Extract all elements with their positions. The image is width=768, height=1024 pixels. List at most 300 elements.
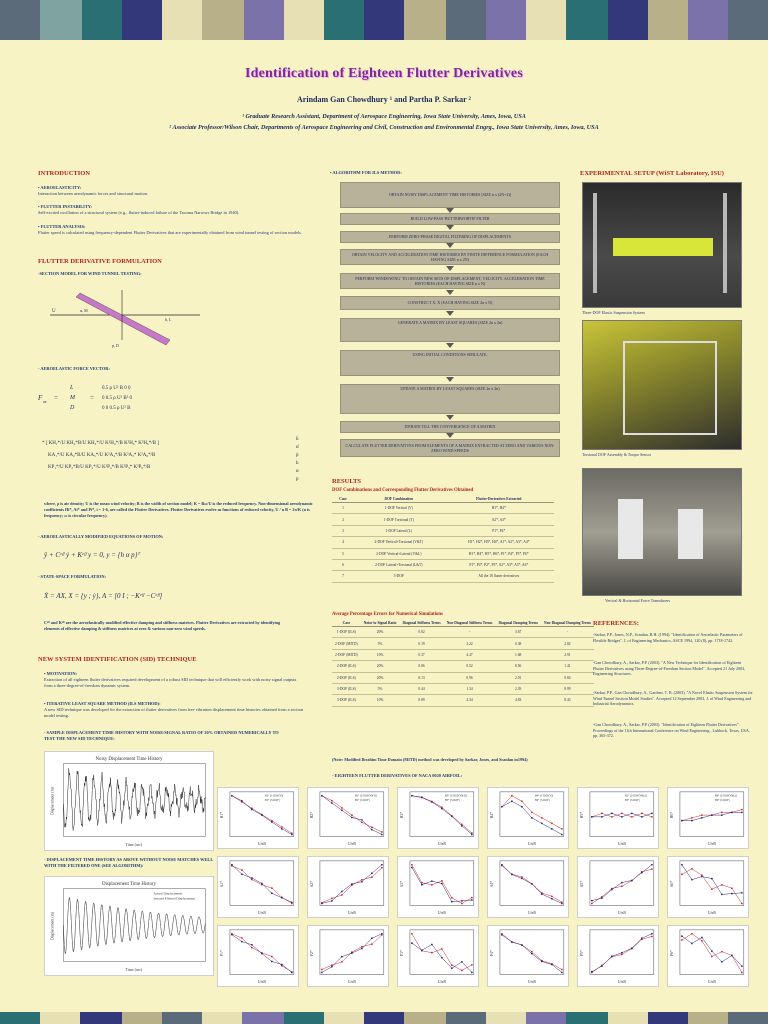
plot-svg [308, 926, 388, 986]
error-table-cell: 10% [361, 695, 400, 706]
error-table-cell: 9.84 [541, 672, 594, 683]
svg-text:D: D [70, 405, 75, 411]
dof-table-cell: 7 [332, 571, 354, 582]
error-table-cell: 0.96 [444, 672, 496, 683]
legend-entry: H5* (2-DOF(V&L)) [624, 794, 647, 798]
plot-ylabel: A3* [400, 880, 405, 888]
error-table-header-cell: Non-Diagonal Damping Terms [541, 620, 594, 627]
error-table-row [332, 661, 594, 672]
dof-table-cell: 2-DOF Vertical+Torsional (V&T) [354, 537, 444, 548]
algo-step-text: OBTAIN NOISY DISPLACEMENT TIME HISTORIES [SIZE n x (2N+2)] [388, 192, 512, 198]
series-line [502, 934, 562, 970]
table2-note: (Note: Modified Ibrahim Time Domain (MITD) method was developed by Sarkar, Jones, and Scanlan in1994) [332, 757, 528, 762]
series-line [682, 869, 742, 904]
flutter-derivative-plot [307, 856, 389, 918]
error-table-cell: 4.47 [444, 649, 496, 660]
svg-text:0 0 0.5: 0 0 0.5 ρ U² B [102, 406, 131, 411]
series-line [592, 936, 652, 972]
plot-svg [488, 926, 568, 986]
flutter-derivative-plot [307, 925, 389, 987]
svg-text:ae: ae [43, 399, 47, 404]
error-table-cell: 2.34 [444, 695, 496, 706]
flutter-derivative-plot [487, 856, 569, 918]
error-table-cell: 1.68 [495, 649, 540, 660]
series-line [412, 796, 472, 833]
svg-text:M: M [70, 395, 75, 401]
filtered-time-history-chart [44, 876, 214, 976]
arrow-icon [446, 415, 454, 420]
plot-svg [488, 857, 568, 917]
bottom-color-band [0, 1012, 768, 1024]
eom-equation: ÿ + Cᵉᶠᶠ ẏ + Kᵉᶠᶠ y = 0, y = {h α p}ᵀ [44, 551, 141, 559]
algo-step-text: UPDATE A MATRIX BY LEAST SQUARES (SIZE 2n x 2n) [400, 386, 500, 391]
plot-frame [410, 930, 474, 975]
ck-text: Cᵉᶠᶠ and Kᵉᶠᶠ are the aeroelastically modified effective damping and stiffness matrices. Flutter Derivatives are extracted by identifying elements of effective damping & stiffness matrices at zero & various non-zero wind speeds. [44, 620, 281, 632]
error-table-header-cell: Diagonal Damping Terms [495, 620, 540, 627]
svg-text:* [ KH₁*/U KH₂*B/U KH₅*/U: * [ KH₁*/U KH₂*B/U KH₅*/U K²H₄*/B K²H₃* K²H₆*/B ] [42, 441, 159, 446]
intro-text: Flutter speed is calculated using frequency-dependent Flutter Derivatives that are experimentally obtained from wind tunnel testing of section models. [38, 229, 302, 235]
filtered-time-history-svg [45, 877, 213, 975]
svg-text:KP₁*/U KP₂*B/U KP₅*/U: KP₁*/U KP₂*B/U KP₅*/U K²P₄*/B K²P₃* K²P₆*/B [48, 465, 151, 470]
photo-torsional-assembly [582, 320, 742, 450]
affiliation-1: ¹ Graduate Research Assistant, Department of Aerospace Engineering, Iowa State University, Ames, Iowa, USA [242, 113, 526, 120]
motivation-text: Extraction of all eighteen flutter derivatives required development of a robust SID technique that will efficiently work with noisy signal outputs from a three-degree-of-freedom dynamic system. [44, 676, 297, 688]
plot-xlabel: U/nB [437, 980, 446, 985]
reference-1: -Sarkar, P.P., Jones, N.P., Scanlan, R.H. (1994). "Identification of Aeroelastic Parameters of Flexible Bridges". J. of Engineering Mechanics, ASCE 1994, 120 (8), pp. 1718-1742. [593, 632, 743, 643]
where-text: where, ρ is air density; U is the mean wind velocity; B is the width of section model; K = Bω/U is the reduced frequency. Non-dimensional aerodynamic coefficients Hi*, Ai* and Pi*, i = 1-6, are called the Flutter Derivatives. Flutter Derivatives evolve as functions of reduced velocity, U / n B = 2π/K (n is frequency; ω is circular frequency). [44, 501, 313, 519]
dof-table-row [332, 548, 554, 559]
plot-ylabel: A4* [490, 880, 495, 888]
algo-step-text: PERFORM ZERO-PHASE DIGITAL FILTERING OF DISPLACEMENTS [389, 234, 511, 240]
plot-svg [308, 857, 388, 917]
plot-ylabel: A6* [670, 880, 675, 888]
svg-text:α: α [296, 469, 299, 474]
svg-text:ṗ: ṗ [296, 453, 299, 458]
error-table-cell: 3-DOF (ILS) [332, 695, 361, 706]
plot-ylabel: P4* [490, 950, 495, 957]
dof-table-cell: 1-DOF Torsional (T) [354, 514, 444, 525]
error-table-cell: 3.67 [495, 627, 540, 638]
plot-svg [398, 788, 478, 848]
error-table-cell: 8.99 [541, 683, 594, 694]
flutter-derivative-plot [667, 787, 749, 849]
legend-filtered: Iterated Filtered Displacement [153, 896, 196, 901]
error-table-cell: 3-DOF (ILS) [332, 683, 361, 694]
state-space-label: - STATE-SPACE FORMULATION: [38, 574, 106, 579]
references-heading: REFERENCES: [593, 620, 639, 627]
svg-text:0.5 ρ U² B 0: 0.5 ρ U² B 0 0 [102, 386, 131, 391]
arrow-icon [446, 266, 454, 271]
dof-table-cell: H1*, H2*, H3*, H4*, A1*, A2*, A3*, A4* [444, 537, 554, 548]
plot-xlabel: U/nB [347, 980, 356, 985]
assembly-frame [623, 341, 717, 435]
series-line [322, 868, 382, 903]
error-table-cell: 2.91 [541, 649, 594, 660]
flutter-derivative-plot [487, 925, 569, 987]
error-table-cell: 1.34 [444, 683, 496, 694]
svg-text:h: h [296, 461, 299, 466]
ils-label: • ITERATIVE LEAST SQUARE METHOD (ILS METHOD): [44, 701, 161, 706]
error-table-cell: 2.22 [444, 638, 496, 649]
force-vector-equation [38, 378, 318, 498]
algorithm-heading: • ALGORITHM FOR ILS METHOD: [330, 170, 402, 175]
dof-table-row [332, 525, 554, 536]
plot-ylabel: A5* [580, 880, 585, 888]
plot-xlabel: U/nB [527, 842, 536, 847]
error-table-cell: 20% [361, 661, 400, 672]
eighteen-label: - EIGHTEEN FLUTTER DERIVATIVES OF NACA 0020 AIRFOIL: [332, 773, 463, 778]
error-table-row [332, 627, 594, 638]
plot-svg [488, 788, 568, 848]
plot-ylabel: H1* [220, 811, 225, 819]
plot-xlabel: U/nB [437, 842, 446, 847]
authors: Arindam Gan Chowdhury ¹ and Partha P. Sarkar ² [297, 95, 471, 104]
plot-xlabel: U/nB [707, 842, 716, 847]
series-line [322, 934, 382, 973]
error-table-cell: 2-DOF (ILS) [332, 661, 361, 672]
photo-force-transducers [582, 468, 742, 596]
svg-text:p: p [296, 477, 299, 482]
intro-heading: INTRODUCTION [38, 170, 91, 177]
series-line [682, 936, 742, 966]
data-point [381, 834, 383, 836]
arrow-icon [446, 433, 454, 438]
intro-label: • FLUTTER INSTABILITY: [38, 204, 92, 209]
plot-svg [398, 857, 478, 917]
plot-ylabel: P2* [310, 950, 315, 957]
table2-title: Average Percentage Errors for Numerical Simulations [332, 612, 443, 617]
formulation-heading: FLUTTER DERIVATIVE FORMULATION [38, 258, 162, 265]
error-table-cell: 8.43 [541, 695, 594, 706]
algo-step-4 [340, 249, 560, 265]
legend-entry: H4* (1-DOF(V)) [534, 794, 554, 798]
legend-entry: H6* (3-DOF) [714, 799, 730, 803]
dof-table [332, 496, 554, 583]
plot-ylabel: H4* [490, 811, 495, 819]
frame-post [723, 193, 727, 293]
flutter-derivative-plot [217, 925, 299, 987]
plot-ylabel: P1* [220, 950, 225, 957]
plot-xlabel: U/nB [707, 980, 716, 985]
algo-step-text: GENERATE A MATRIX BY LEAST SQUARES (SIZE 2n x 2n) [397, 320, 503, 325]
affiliation-2: ² Associate Professor/Wilson Chair, Departments of Aerospace Engineering and Civil, Construction and Environmental Engrg., Iowa State University, Ames, Iowa, USA [169, 124, 599, 131]
plot-xlabel: U/nB [617, 842, 626, 847]
plot-frame [680, 930, 744, 975]
error-table-cell: 0.37 [399, 649, 443, 660]
data-point [381, 933, 383, 935]
series-line [322, 796, 382, 832]
plot-xlabel: U/nB [347, 842, 356, 847]
algo-step-11 [340, 439, 560, 457]
legend-entry: H1* (3-DOF) [264, 799, 280, 803]
error-table-cell: 1.41 [541, 661, 594, 672]
error-table-cell: 0.56 [495, 661, 540, 672]
legend-entry: H3* (3-DOF) [444, 799, 460, 803]
svg-text:KA₁*/U KA₂*B/U KA₅*/U: KA₁*/U KA₂*B/U KA₅*/U K²A₄*/B K²A₃* K²A₆*/B [48, 453, 156, 458]
series-line [322, 935, 382, 970]
error-table-row [332, 638, 594, 649]
dof-table-cell: P1*, P4* [444, 525, 554, 536]
ils-block [44, 701, 304, 719]
error-table-header-cell: Non-Diagonal Stiffness Terms [444, 620, 496, 627]
intro-text: Self-excited oscillation of a structural system (e.g., flutter-induced failure of the Tacoma Narrows Bridge in 1940). [38, 209, 240, 215]
error-table-cell: 0.13 [399, 672, 443, 683]
error-table-cell: 5% [361, 683, 400, 694]
state-space-equation: Ẋ = AX, X = {y ; ẏ}, A = [0 I ; −Kᵉᶠᶠ −Cᵉᶠᶠ] [44, 592, 163, 600]
error-table-cell: 2-DOF (MITD) [332, 638, 361, 649]
series-line [502, 865, 562, 904]
poster-title: Identification of Eighteen Flutter Derivatives [244, 66, 523, 81]
flutter-derivative-plot [577, 925, 659, 987]
error-table [332, 620, 594, 707]
error-table-cell: 2.82 [541, 638, 594, 649]
series-line [502, 796, 562, 829]
legend-entry: H4* (3-DOF) [534, 799, 550, 803]
dof-table-header-cell: DOF Combination [354, 496, 444, 503]
results-heading: RESULTS [332, 478, 362, 485]
svg-text:α, M: α, M [80, 308, 88, 313]
legend-entry: H3* (2-DOF(V&T)) [444, 794, 467, 798]
algo-step-6 [340, 296, 560, 310]
algo-step-5 [340, 273, 560, 289]
flutter-derivative-plot [217, 787, 299, 849]
intro-item-1 [38, 185, 308, 197]
series-line [232, 935, 292, 973]
algo-step-text: BUILD LOW-PASS 'BUTTERWORTH' FILTER [410, 216, 490, 222]
sid-heading: NEW SYSTEM IDENTIFICATION (SID) TECHNIQUE [38, 656, 197, 663]
error-table-cell: 0.44 [399, 683, 443, 694]
algo-step-text: ITERATE TILL THE CONVERGENCE OF A MATRIX [404, 424, 496, 430]
dof-table-row [332, 537, 554, 548]
motivation-block [44, 671, 304, 689]
transducer [618, 499, 643, 559]
arrow-icon [446, 343, 454, 348]
x-axis-label: Time (sec) [125, 968, 143, 973]
chart-title: Displacement Time History [101, 881, 157, 887]
plot-svg [578, 788, 658, 848]
displacement-line [63, 768, 205, 830]
series-line [412, 943, 472, 972]
intro-text: Interaction between aerodynamic forces and structural motion. [38, 190, 149, 196]
error-table-row [332, 683, 594, 694]
plot-xlabel: U/nB [437, 911, 446, 916]
plot-frame [680, 792, 744, 837]
svg-text:U: U [52, 309, 56, 314]
series-line [232, 866, 292, 904]
algo-step-text: CONSTRUCT X, Ẋ (EACH HAVING SIZE 2n x N) [407, 300, 493, 306]
plot-svg [218, 788, 298, 848]
svg-text:=: = [54, 394, 58, 402]
plot-svg [218, 857, 298, 917]
plot-ylabel: H6* [670, 811, 675, 819]
legend-entry: H1* (1-DOF(V)) [264, 794, 284, 798]
algo-step-9 [340, 384, 560, 414]
plot-xlabel: U/nB [257, 911, 266, 916]
series-line [682, 812, 742, 820]
arrow-icon [446, 311, 454, 316]
error-table-cell: 2-DOF (MITD) [332, 649, 361, 660]
series-line [502, 935, 562, 973]
error-table-cell: 0.38 [495, 638, 540, 649]
series-line [412, 796, 472, 835]
error-table-header-cell: Diagonal Stiffness Terms [399, 620, 443, 627]
flutter-derivative-plot [577, 856, 659, 918]
series-line [322, 865, 382, 904]
section-model-label: -SECTION MODEL FOR WIND TUNNEL TESTING: [38, 271, 142, 276]
arrow-icon [446, 225, 454, 230]
error-table-cell: 0.06 [399, 661, 443, 672]
algo-step-text: OBTAIN VELOCITY AND ACCELERATION TIME HISTORIES BY FINITE DIFFERENCE FORMULATION (EACH HAVING SIZE n x 2N) [351, 251, 549, 262]
svg-text:F: F [38, 394, 43, 402]
dof-table-cell: 1-DOF Lateral (L) [354, 525, 444, 536]
algo-step-8 [340, 350, 560, 376]
series-line [232, 865, 292, 903]
noisy-time-history-chart [44, 751, 214, 851]
flutter-derivative-plot [487, 787, 569, 849]
eom-label: - AEROELASTICALLY MODIFIED EQUATIONS OF MOTION: [38, 534, 164, 539]
dof-table-cell: 3 [332, 525, 354, 536]
x-axis-label: Time (sec) [125, 843, 143, 848]
plot-ylabel: P3* [400, 950, 405, 957]
plot-xlabel: U/nB [527, 980, 536, 985]
legend-entry: H6* (2-DOF(V&L)) [714, 794, 737, 798]
svg-text:ḣ: ḣ [296, 437, 299, 442]
flutter-derivative-plot [217, 856, 299, 918]
flutter-derivative-plot [397, 787, 479, 849]
intro-label: • AEROELASTICITY: [38, 185, 82, 190]
y-axis-label: Displacement (m) [50, 911, 55, 941]
filtered-label: - DISPLACEMENT TIME HISTORY AS ABOVE WITHOUT NOISE MATCHES WELL WITH THE FILTERED ONE (SEE ALGORITHM): [44, 857, 214, 868]
svg-text:L: L [70, 385, 74, 391]
plot-svg [218, 926, 298, 986]
algo-step-text: PERFORM 'WINDOWING' TO OBTAIN NEW SETS OF DISPLACEMENT, VELOCITY, ACCELERATION TIME HISTORIES (EACH HAVING SIZE n x N) [355, 275, 545, 286]
algo-step-1 [340, 182, 560, 208]
table1-title: DOF Combinations and Corresponding Flutter Derivatives Obtained [332, 488, 474, 493]
section-model-photo [613, 238, 713, 256]
plot-frame [320, 861, 384, 906]
series-line [682, 934, 742, 973]
algo-step-2 [340, 213, 560, 225]
motivation-label: • MOTIVATION: [44, 671, 77, 676]
dof-table-cell: 3-DOF [354, 571, 444, 582]
y-axis-label: Displacement (m) [50, 786, 55, 816]
noisy-time-history-svg [45, 752, 213, 850]
plot-svg [398, 926, 478, 986]
dof-table-cell: 6 [332, 559, 354, 570]
dof-table-cell: 1-DOF Vertical (V) [354, 503, 444, 514]
dof-table-cell: All the 18 flutter derivatives [444, 571, 554, 582]
series-line [592, 865, 652, 901]
algo-step-10 [340, 421, 560, 433]
plot-ylabel: P5* [580, 950, 585, 957]
dof-table-cell: A2*, A3* [444, 514, 554, 525]
error-table-cell: 5% [361, 638, 400, 649]
error-table-cell: - [541, 627, 594, 638]
photo-suspension-system [582, 182, 742, 308]
plot-xlabel: U/nB [617, 980, 626, 985]
dof-table-cell: P1*, P4*, P2*, P3*, A2*, A3*, A5*, A6* [444, 559, 554, 570]
flutter-derivative-plot [667, 925, 749, 987]
error-table-cell: 2.01 [495, 672, 540, 683]
error-table-header-cell: Case [332, 620, 361, 627]
dof-table-cell: H1*, H4*, H5*, H6*, P1*, P4*, P5*, P6* [444, 548, 554, 559]
error-table-cell: 2-DOF (ILS) [332, 672, 361, 683]
plot-xlabel: U/nB [707, 911, 716, 916]
error-table-cell: - [444, 627, 496, 638]
error-table-cell: 2.39 [495, 683, 540, 694]
dof-table-row [332, 514, 554, 525]
flutter-derivative-plot [397, 856, 479, 918]
force-vector-label: - AEROELASTIC FORCE VECTOR: [38, 366, 110, 371]
reference-4: -Gan Chowdhury, A., Sarkar, P.P. (2003). "Identification of Eighteen Flutter Derivatives". Proceedings of the 11th International Conference on Wind Engineering , Lubbock, Texas, USA, pp. 365-372. [593, 722, 750, 739]
error-table-cell: 20% [361, 627, 400, 638]
algo-step-text: USING INITIAL CONDITIONS SIMULATE, [412, 352, 488, 357]
dof-table-cell: 2-DOF Lateral+Torsional (L&T) [354, 559, 444, 570]
error-table-row [332, 649, 594, 660]
plot-ylabel: H2* [310, 811, 315, 819]
series-line [412, 867, 472, 901]
error-table-header-cell: Noise-to-Signal Ratio [361, 620, 400, 627]
algo-step-7 [340, 318, 560, 342]
flutter-derivative-plot [667, 856, 749, 918]
reference-3: -Sarkar, P.P., Gan Chowdhury, A., Gardner, T. B. (2003). "A Novel Elastic Suspension System for Wind Tunnel Section Model Studies". Accepted 12 September 2003, J. of Wind Engineering and Industrial Aerodynamics. [593, 690, 753, 707]
plot-xlabel: U/nB [257, 980, 266, 985]
error-table-cell: 20% [361, 672, 400, 683]
plot-svg [668, 926, 748, 986]
plot-frame [680, 861, 744, 906]
svg-text:=: = [90, 394, 94, 402]
chart-title: Noisy Displacement Time History [95, 756, 163, 762]
dof-table-cell: 2 [332, 514, 354, 525]
legend-entry: H2* (3-DOF) [354, 799, 370, 803]
plot-xlabel: U/nB [527, 911, 536, 916]
data-point [561, 903, 563, 905]
svg-text:α̇: α̇ [296, 445, 299, 450]
plot-xlabel: U/nB [257, 842, 266, 847]
reference-2: -Gan Chowdhury, A., Sarkar, P.P. (2003). "A New Technique for Identification of Eighteen Flutter Derivatives using Three-Degree-of-Freedom Section Model". Accepted 21 July 2003, Engineering Structures. [593, 660, 746, 677]
flutter-derivative-plot [307, 787, 389, 849]
frame-post [593, 193, 597, 293]
plot-ylabel: A2* [310, 880, 315, 888]
data-point [651, 933, 653, 935]
plot-ylabel: H5* [580, 811, 585, 819]
plot-xlabel: U/nB [617, 911, 626, 916]
series-line [502, 801, 562, 834]
error-table-cell: 0.89 [399, 695, 443, 706]
dof-table-row [332, 503, 554, 514]
dof-table-cell: 4 [332, 537, 354, 548]
arrow-icon [446, 290, 454, 295]
dof-table-header-cell: Flutter-Derivatives Extracted [444, 496, 554, 503]
caption-suspension: Three-DOF Elastic Suspension System [582, 310, 645, 315]
error-table-cell: 0.02 [399, 627, 443, 638]
arrow-icon [446, 377, 454, 382]
ils-text: A new SID technique was developed for the extraction of flutter derivatives from free vibration displacement time histories obtained from a section model testing. [44, 706, 304, 718]
error-table-cell: 0.19 [399, 638, 443, 649]
intro-item-2 [38, 204, 308, 216]
legend-actual: Actual Displacement [153, 891, 183, 896]
plot-frame [63, 764, 205, 837]
algo-step-3 [340, 231, 560, 243]
data-point [321, 969, 323, 971]
plot-svg [668, 788, 748, 848]
series-line [412, 934, 472, 971]
dof-table-header-cell: Case [332, 496, 354, 503]
plot-svg [578, 926, 658, 986]
sample-label: - SAMPLE DISPLACEMENT TIME HISTORY WITH NOISE/SIGNAL RATIO OF 20% OBTAINED NUMERICALLY TO TEST THE NEW SID TECHNIQUE: [44, 730, 279, 741]
caption-transducers: Vertical & Horizontal Force Transducers [605, 598, 671, 603]
intro-label: • FLUTTER ANALYSIS: [38, 224, 86, 229]
